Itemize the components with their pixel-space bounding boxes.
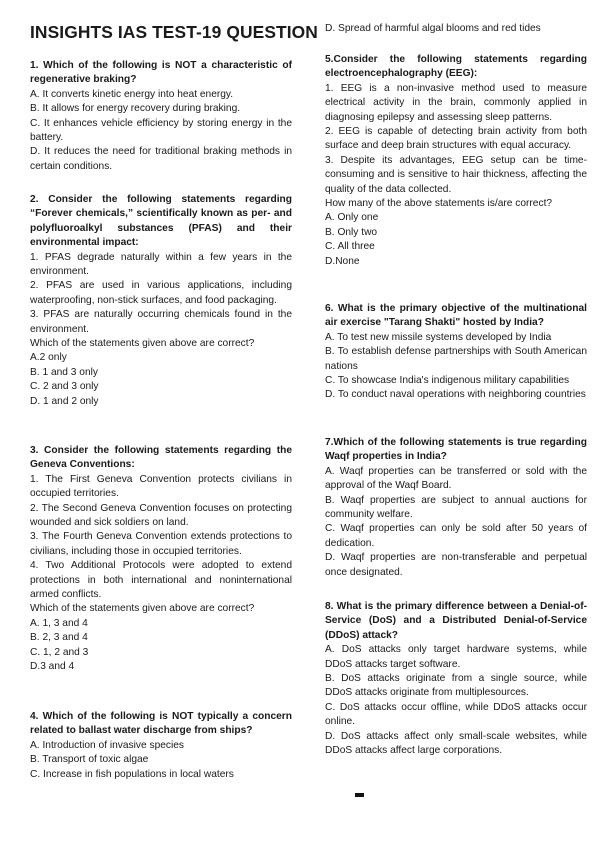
question-5	[325, 53, 587, 269]
page-title: INSIGHTS IAS TEST-19 QUESTION	[30, 22, 318, 42]
question-7	[325, 436, 587, 580]
question-4	[30, 710, 292, 782]
statement: 3. Despite its advantages, EEG setup can be time-consuming and is sensitive to hair thickness, affecting the quality of the data collected.	[325, 154, 587, 195]
question-8	[325, 600, 587, 758]
statement: 3. The Fourth Geneva Convention extends protections to civilians, including those in occupied territories.	[30, 531, 292, 557]
option: C. All three	[325, 241, 375, 253]
option: A.2 only	[30, 352, 67, 364]
option: A. To test new missile systems developed by India	[325, 331, 552, 343]
option: C. It enhances vehicle efficiency by storing energy in the battery.	[30, 117, 292, 144]
option: B. Only two	[325, 226, 378, 238]
option: D. DoS attacks affect only small-scale websites, while DDoS attacks affect large corporations.	[325, 730, 587, 757]
question-2	[30, 193, 292, 409]
option: D.None	[325, 255, 360, 267]
question-1	[30, 59, 292, 174]
option: D. Waqf properties are non-transferable and perpetual once designated.	[325, 552, 587, 578]
option: C. To showcase India's indigenous military capabilities	[325, 375, 570, 387]
question-text: 2. Consider the following statements regarding “Forever chemicals,” scientifically known as per- and polyfluoroalkyl substances (PFAS) and their environmental impact:	[30, 194, 292, 249]
option: A. DoS attacks only target hardware systems, while DDoS attacks target software.	[325, 644, 587, 670]
option: D. Spread of harmful algal blooms and red tides	[325, 23, 541, 34]
option: B. Waqf properties are subject to annual auctions for community welfare.	[325, 494, 587, 521]
question-text: 7.Which of the following statements is true regarding Waqf properties in India?	[325, 437, 587, 463]
statement: 2. PFAS are used in various applications, including waterproofing, non-stick surfaces, and food packaging.	[30, 280, 292, 306]
option: B. It allows for energy recovery during braking.	[30, 103, 241, 115]
statement: 2. The Second Geneva Convention focuses on protecting wounded and sick soldiers on land.	[30, 502, 292, 529]
option: B. DoS attacks originate from a single source, while DDoS attacks originate from multiplesources.	[325, 673, 587, 699]
question-prompt: Which of the statements given above are correct?	[30, 338, 255, 350]
option: A. Introduction of invasive species	[30, 739, 185, 751]
question-text: 6. What is the primary objective of the multinational air exercise "Tarang Shakti" hosted by India?	[325, 303, 587, 329]
question-text: 3. Consider the following statements regarding the Geneva Conventions:	[30, 445, 292, 471]
option: A. Waqf properties can be transferred or sold with the approval of the Waqf Board.	[325, 465, 587, 492]
question-4-continued	[325, 22, 587, 36]
option: B. 2, 3 and 4	[30, 632, 88, 644]
statement: 1. The First Geneva Convention protects civilians in occupied territories.	[30, 473, 292, 500]
option: C. 1, 2 and 3	[30, 646, 89, 658]
question-prompt: How many of the above statements is/are correct?	[325, 198, 553, 210]
statement: 2. EEG is capable of detecting brain activity from both surface and deep brain structures with equal accuracy.	[325, 126, 587, 152]
option: C. Increase in fish populations in local waters	[30, 768, 234, 780]
option: C. 2 and 3 only	[30, 381, 99, 393]
option: B. 1 and 3 only	[30, 366, 98, 378]
question-text: 5.Consider the following statements regarding electroencephalography (EEG):	[325, 54, 587, 80]
option: A. Only one	[325, 212, 379, 224]
question-text: 1. Which of the following is NOT a characteristic of regenerative braking?	[30, 60, 292, 86]
option: B. To establish defense partnerships with South American nations	[325, 346, 587, 372]
option: D.3 and 4	[30, 661, 75, 673]
option: A. 1, 3 and 4	[30, 617, 88, 629]
option: A. It converts kinetic energy into heat energy.	[30, 88, 234, 100]
page-dash-mark	[355, 793, 364, 797]
question-3	[30, 444, 292, 675]
question-prompt: Which of the statements given above are correct?	[30, 603, 255, 615]
statement: 1. EEG is a non-invasive method used to measure electrical activity in the brain, commonly applied in diagnosing epilepsy and assessing sleep patterns.	[325, 82, 587, 123]
option: D. It reduces the need for traditional braking methods in certain conditions.	[30, 146, 292, 172]
statement: 1. PFAS degrade naturally within a few years in the environment.	[30, 251, 292, 278]
option: D. 1 and 2 only	[30, 395, 99, 407]
option: D. To conduct naval operations with neighboring countries	[325, 389, 586, 401]
statement: 4. Two Additional Protocols were adopted to extend protections in both international and noninternational armed conflicts.	[30, 560, 292, 601]
option: B. Transport of toxic algae	[30, 754, 149, 766]
statement: 3. PFAS are naturally occurring chemicals found in the environment.	[30, 309, 292, 335]
question-text: 8. What is the primary difference between a Denial-of-Service (DoS) and a Distributed Denial-of-Service (DDoS) attack?	[325, 601, 587, 641]
option: C. Waqf properties can only be sold after 50 years of dedication.	[325, 523, 587, 549]
question-6	[325, 302, 587, 403]
question-text: 4. Which of the following is NOT typically a concern related to ballast water discharge from ships?	[30, 711, 292, 737]
option: C. DoS attacks occur offline, while DDoS attacks occur online.	[325, 701, 587, 728]
